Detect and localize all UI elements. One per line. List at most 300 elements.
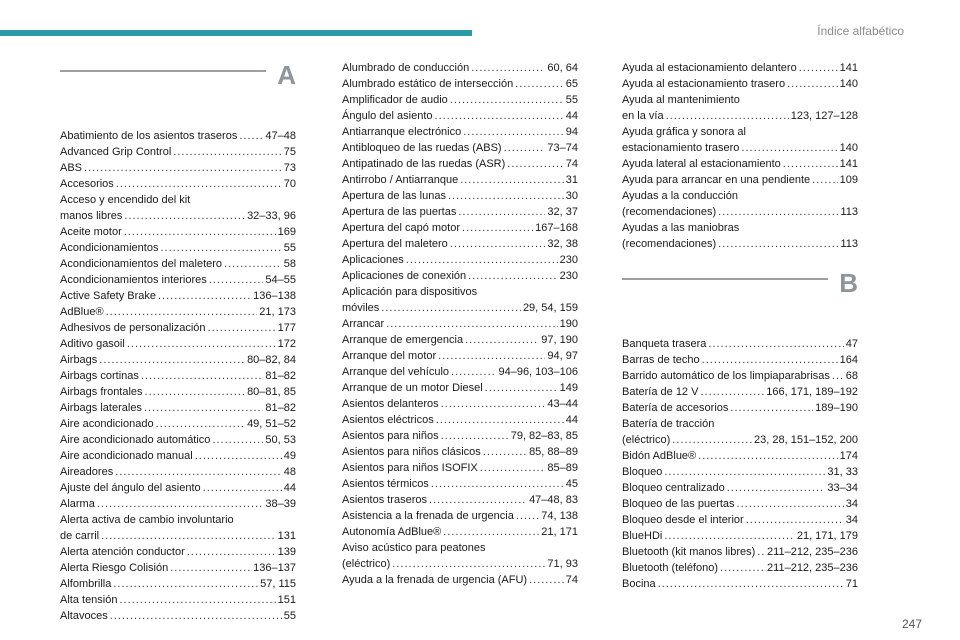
index-entry[interactable] — [622, 352, 858, 368]
index-entry-pages[interactable]: 74 — [565, 158, 578, 170]
dot-leader — [97, 496, 264, 512]
index-entry-row — [60, 592, 296, 608]
index-entry[interactable] — [342, 508, 578, 524]
index-entry[interactable] — [342, 140, 578, 156]
index-entry-pages[interactable]: 48 — [283, 466, 296, 478]
dot-leader — [483, 444, 527, 460]
index-entry[interactable] — [342, 252, 578, 268]
index-entry[interactable] — [342, 316, 578, 332]
index-entry-term: Bloqueo centralizado — [622, 482, 725, 494]
index-entry-term: Airbags — [60, 354, 98, 366]
dot-leader — [84, 160, 282, 176]
index-entry-pages[interactable]: 71, 93 — [547, 558, 578, 570]
index-entry[interactable] — [622, 512, 858, 528]
index-entry-pages[interactable]: 94, 97 — [547, 350, 578, 362]
index-entry-pages[interactable]: 44 — [565, 414, 578, 426]
index-entry-term: Acondicionamientos del maletero — [60, 258, 223, 270]
index-entry[interactable] — [342, 236, 578, 252]
dot-leader — [173, 144, 281, 160]
index-entry-pages[interactable]: 21, 171 — [541, 526, 578, 538]
dot-leader — [160, 240, 281, 256]
index-entry-pages[interactable]: 123, 127–128 — [790, 110, 858, 122]
index-entry-pages[interactable]: 211–212, 235–236 — [767, 562, 858, 574]
index-entry-term: Aditivo gasoil — [60, 338, 125, 350]
index-entry[interactable] — [622, 480, 858, 496]
index-entry-pages[interactable]: 73 — [283, 162, 296, 174]
index-entry-pages[interactable]: 47–48, 83 — [529, 494, 578, 506]
dot-leader — [463, 124, 564, 140]
index-entry-pages[interactable]: 23, 28, 151–152, 200 — [754, 434, 858, 446]
index-entry[interactable] — [60, 320, 296, 336]
dot-leader — [431, 476, 564, 492]
section-separator — [622, 278, 828, 280]
dot-leader — [239, 128, 263, 144]
index-entry-row — [622, 560, 858, 576]
index-entry[interactable] — [60, 400, 296, 416]
dot-leader — [212, 432, 263, 448]
index-entry-pages[interactable]: 94 — [565, 126, 578, 138]
index-entry[interactable] — [60, 288, 296, 304]
index-entry[interactable] — [342, 172, 578, 188]
index-entry-pages[interactable]: 55 — [283, 610, 296, 622]
index-entry[interactable] — [342, 380, 578, 396]
index-entry[interactable] — [60, 224, 296, 240]
index-entry-row — [60, 384, 296, 400]
index-entry-pages[interactable]: 30 — [565, 190, 578, 202]
index-entry-pages[interactable]: 85–89 — [547, 462, 578, 474]
index-entry-row — [622, 464, 858, 480]
index-entry[interactable] — [622, 448, 858, 464]
dot-leader — [203, 480, 282, 496]
dot-leader — [170, 560, 251, 576]
index-entry-term: (eléctrico) — [342, 558, 391, 570]
index-entry-pages[interactable]: 31, 33 — [827, 466, 858, 478]
index-entry-term: Altavoces — [60, 610, 108, 622]
index-entry-pages[interactable]: 136–138 — [253, 290, 296, 302]
dot-leader — [438, 348, 545, 364]
index-entry[interactable] — [342, 60, 578, 76]
index-entry-row — [60, 336, 296, 352]
index-entry-row — [60, 240, 296, 256]
index-entry-pages[interactable]: 31 — [565, 174, 578, 186]
index-entry-pages[interactable]: 54–55 — [265, 274, 296, 286]
index-entry-pages[interactable]: 172 — [277, 338, 296, 350]
index-entry-row — [60, 480, 296, 496]
index-entry-pages[interactable]: 44 — [283, 482, 296, 494]
dot-leader — [832, 368, 844, 384]
index-entry-term: Amplificador de audio — [342, 94, 448, 106]
index-entry[interactable] — [342, 460, 578, 476]
index-entry[interactable] — [342, 332, 578, 348]
dot-leader — [664, 528, 794, 544]
index-entry[interactable] — [60, 496, 296, 512]
index-entry[interactable] — [342, 268, 578, 284]
index-entry-pages[interactable]: 55 — [565, 94, 578, 106]
dot-leader — [101, 528, 276, 544]
dot-leader — [746, 512, 844, 528]
index-entry-row — [622, 172, 858, 188]
index-entry-row — [342, 316, 578, 332]
index-entry-pages[interactable]: 32–33, 96 — [247, 210, 296, 222]
index-entry-term: Bocina — [622, 578, 656, 590]
index-entry[interactable] — [342, 108, 578, 124]
index-entry[interactable] — [622, 92, 858, 124]
index-entry-term: Apertura del capó motor — [342, 222, 461, 234]
index-entry-row — [60, 176, 296, 192]
dot-leader — [144, 400, 263, 416]
index-entry[interactable] — [622, 76, 858, 92]
index-entry-pages[interactable]: 113 — [840, 206, 858, 218]
index-entry[interactable] — [622, 576, 858, 592]
index-entry[interactable] — [342, 156, 578, 172]
index-entry-pages[interactable]: 141 — [839, 62, 858, 74]
index-entry-row — [342, 380, 578, 396]
index-entry-pages[interactable]: 21, 171, 179 — [796, 530, 858, 542]
index-entry[interactable] — [60, 512, 296, 544]
index-entry-term: Acondicionamientos — [60, 242, 159, 254]
dot-leader — [741, 140, 837, 156]
dot-leader — [460, 172, 564, 188]
index-entry-term: Bidón AdBlue® — [622, 450, 697, 462]
dot-leader — [458, 204, 545, 220]
index-entry[interactable] — [342, 188, 578, 204]
index-entry-term: Apertura del maletero — [342, 238, 448, 250]
index-entry[interactable] — [60, 448, 296, 464]
index-entry-row — [60, 208, 296, 224]
dot-leader — [462, 220, 533, 236]
index-entry-pages[interactable]: 164 — [839, 354, 858, 366]
index-entry[interactable] — [60, 160, 296, 176]
index-entry-pages[interactable]: 109 — [839, 174, 858, 186]
index-entry-pages[interactable]: 81–82 — [265, 370, 296, 382]
index-entry-term: Alumbrado estático de intersección — [342, 78, 514, 90]
index-entry-term: Alta tensión — [60, 594, 118, 606]
index-entry-term: Alerta atención conductor — [60, 546, 185, 558]
index-entry-pages[interactable]: 29, 54, 159 — [522, 302, 578, 314]
index-entry-pages[interactable]: 94–96, 103–106 — [498, 366, 578, 378]
index-entry-term: Ayuda al estacionamiento trasero — [622, 78, 786, 90]
index-entry[interactable] — [60, 144, 296, 160]
index-entry-pages[interactable]: 73–74 — [547, 142, 578, 154]
dot-leader — [441, 396, 546, 412]
index-entry-pages[interactable]: 80–81, 85 — [247, 386, 296, 398]
index-entry[interactable] — [342, 476, 578, 492]
dot-leader — [141, 368, 264, 384]
index-entry-term: Alerta Riesgo Colisión — [60, 562, 169, 574]
index-entry[interactable] — [342, 396, 578, 412]
index-entry[interactable] — [60, 368, 296, 384]
index-entry-row — [342, 492, 578, 508]
index-entry-pages[interactable]: 79, 82–83, 85 — [510, 430, 578, 442]
dot-leader — [799, 60, 838, 76]
index-entry[interactable] — [60, 272, 296, 288]
index-entry-term: Barrido automático de los limpiaparabrisas — [622, 370, 830, 382]
index-entry-pages[interactable]: 140 — [839, 142, 858, 154]
dot-leader — [119, 592, 275, 608]
index-entry-row — [622, 384, 858, 400]
index-entry[interactable] — [622, 336, 858, 352]
dot-leader — [224, 256, 282, 272]
index-entry[interactable] — [60, 128, 296, 144]
index-entry[interactable] — [622, 368, 858, 384]
index-entry[interactable] — [622, 560, 858, 576]
index-entry[interactable] — [342, 428, 578, 444]
index-entry[interactable] — [622, 172, 858, 188]
dot-leader — [124, 224, 276, 240]
index-entry[interactable] — [342, 412, 578, 428]
index-entry-pages[interactable]: 131 — [277, 530, 296, 542]
dot-leader — [720, 560, 765, 576]
dot-leader — [515, 76, 564, 92]
index-entry-term: Bluetooth (teléfono) — [622, 562, 719, 574]
index-entry-term: Aceite motor — [60, 226, 122, 238]
index-entry[interactable] — [60, 416, 296, 432]
index-entry-pages[interactable]: 32, 37 — [547, 206, 578, 218]
index-entry[interactable] — [342, 76, 578, 92]
dot-leader — [718, 204, 838, 220]
index-entry[interactable] — [342, 492, 578, 508]
index-entry-term: móviles — [342, 302, 380, 314]
index-entry-pages[interactable]: 190 — [559, 318, 578, 330]
index-entry-pages[interactable]: 43–44 — [547, 398, 578, 410]
index-entry-row — [622, 368, 858, 384]
index-entry-first-line: Ayuda al mantenimiento — [622, 94, 740, 106]
index-entry-term: Alfombrilla — [60, 578, 112, 590]
index-entry-pages[interactable]: 74 — [565, 574, 578, 586]
index-entry-row — [342, 268, 578, 284]
index-entry-pages[interactable]: 65 — [565, 78, 578, 90]
index-entry[interactable] — [622, 496, 858, 512]
index-entry[interactable] — [60, 256, 296, 272]
index-entry-pages[interactable]: 230 — [559, 254, 578, 266]
index-entry-row — [60, 288, 296, 304]
index-entry[interactable] — [622, 528, 858, 544]
index-entry-term: Aireadores — [60, 466, 114, 478]
index-entry-row — [342, 156, 578, 172]
index-entry[interactable] — [60, 176, 296, 192]
index-entry-row — [60, 432, 296, 448]
index-entry[interactable] — [60, 592, 296, 608]
index-entry-pages[interactable]: 149 — [559, 382, 578, 394]
dot-leader — [507, 156, 563, 172]
index-entry-term: Airbags cortinas — [60, 370, 139, 382]
index-entry-pages[interactable]: 47–48 — [265, 130, 296, 142]
dot-leader — [448, 188, 564, 204]
index-entry[interactable] — [622, 220, 858, 252]
index-entry-pages[interactable]: 167–168 — [535, 222, 578, 234]
index-entry[interactable] — [60, 432, 296, 448]
index-entry-pages[interactable]: 136–137 — [253, 562, 296, 574]
index-entry[interactable] — [622, 416, 858, 448]
index-entry-term: Ajuste del ángulo del asiento — [60, 482, 201, 494]
index-entry-term: Batería de 12 V — [622, 386, 699, 398]
index-entry[interactable] — [60, 352, 296, 368]
index-entry[interactable] — [342, 540, 578, 572]
index-entry-pages[interactable]: 141 — [839, 158, 858, 170]
index-entry-row — [60, 128, 296, 144]
index-entry-first-line: Ayudas a las maniobras — [622, 222, 740, 234]
index-entry-first-line: Ayudas a la conducción — [622, 190, 738, 202]
index-entry-term: en la vía — [622, 110, 664, 122]
dot-leader — [783, 156, 838, 172]
index-entry[interactable] — [622, 400, 858, 416]
index-entry-row — [60, 224, 296, 240]
index-entry[interactable] — [60, 336, 296, 352]
index-entry[interactable] — [622, 156, 858, 172]
index-entry-pages[interactable]: 140 — [839, 78, 858, 90]
dot-leader — [664, 464, 825, 480]
index-entry[interactable] — [60, 304, 296, 320]
index-entry-row — [342, 444, 578, 460]
index-entry[interactable] — [342, 348, 578, 364]
index-entry-row — [342, 364, 578, 380]
dot-leader — [812, 172, 837, 188]
index-entry-pages[interactable]: 34 — [845, 514, 858, 526]
index-entry-pages[interactable]: 113 — [840, 238, 858, 250]
index-entry-pages[interactable]: 33–34 — [827, 482, 858, 494]
dot-leader — [529, 572, 564, 588]
index-entry[interactable] — [60, 560, 296, 576]
index-entry[interactable] — [60, 608, 296, 624]
index-entry-pages[interactable]: 68 — [845, 370, 858, 382]
index-entry[interactable] — [60, 576, 296, 592]
dot-leader — [666, 108, 789, 124]
index-entry-term: Antibloqueo de las ruedas (ABS) — [342, 142, 502, 154]
index-entry-pages[interactable]: 57, 115 — [260, 578, 296, 590]
index-entry[interactable] — [342, 92, 578, 108]
index-entry[interactable] — [60, 480, 296, 496]
index-entry[interactable] — [622, 464, 858, 480]
index-entry-row — [342, 348, 578, 364]
dot-leader — [451, 364, 496, 380]
index-entry-pages[interactable]: 211–212, 235–236 — [767, 546, 858, 558]
index-entry-pages[interactable]: 151 — [277, 594, 296, 606]
index-entry[interactable] — [342, 124, 578, 140]
index-entry-pages[interactable]: 32, 38 — [547, 238, 578, 250]
dot-leader — [708, 336, 843, 352]
index-entry-pages[interactable]: 166, 171, 189–192 — [766, 386, 858, 398]
index-entry-row — [342, 140, 578, 156]
index-entry-row — [622, 448, 858, 464]
index-entry-pages[interactable]: 169 — [277, 226, 296, 238]
dot-leader — [471, 60, 545, 76]
index-entry-term: Ayuda a la frenada de urgencia (AFU) — [342, 574, 528, 586]
dot-leader — [99, 352, 245, 368]
index-entry-pages[interactable]: 74, 138 — [541, 510, 578, 522]
index-entry-pages[interactable]: 230 — [559, 270, 578, 282]
index-entry-pages[interactable]: 47 — [845, 338, 858, 350]
index-entry-row — [342, 300, 578, 316]
dot-leader — [124, 208, 245, 224]
index-entry-row — [622, 576, 858, 592]
index-entry-pages[interactable]: 21, 173 — [259, 306, 296, 318]
index-entry[interactable] — [60, 384, 296, 400]
index-entry[interactable] — [622, 188, 858, 220]
index-entry-row — [60, 160, 296, 176]
index-entry-term: Bloqueo desde el interior — [622, 514, 744, 526]
index-entry-pages[interactable]: 85, 88–89 — [529, 446, 578, 458]
dot-leader — [110, 608, 282, 624]
index-entry-row — [342, 172, 578, 188]
index-entry-pages[interactable]: 55 — [283, 242, 296, 254]
index-entry-pages[interactable]: 70 — [283, 178, 296, 190]
index-entry-row — [622, 108, 858, 124]
index-entry-pages[interactable]: 60, 64 — [547, 62, 578, 74]
index-entry-first-line: Ayuda gráfica y sonora al — [622, 126, 746, 138]
index-entry-row — [622, 512, 858, 528]
index-entry-term: ABS — [60, 162, 83, 174]
index-entry[interactable] — [60, 240, 296, 256]
index-entry-term: Antirrobo / Antiarranque — [342, 174, 459, 186]
index-entry-pages[interactable]: 97, 190 — [541, 334, 578, 346]
index-entry-term: Asistencia a la frenada de urgencia — [342, 510, 514, 522]
index-entry-term: Aire acondicionado — [60, 418, 154, 430]
index-entry[interactable] — [342, 364, 578, 380]
index-entry[interactable] — [342, 204, 578, 220]
index-entry[interactable] — [60, 544, 296, 560]
index-entry[interactable] — [622, 384, 858, 400]
index-entry-term: Arranque del vehículo — [342, 366, 450, 378]
index-entry[interactable] — [622, 544, 858, 560]
index-entry-first-line: Alerta activa de cambio involuntario — [60, 514, 234, 526]
index-entry-term: Asientos delanteros — [342, 398, 439, 410]
index-entry-pages[interactable]: 38–39 — [265, 498, 296, 510]
index-entry-term: estacionamiento trasero — [622, 142, 740, 154]
index-entry-row — [60, 464, 296, 480]
index-entry-pages[interactable]: 58 — [283, 258, 296, 270]
index-entry[interactable] — [342, 444, 578, 460]
index-entry[interactable] — [622, 124, 858, 156]
index-entry-pages[interactable]: 44 — [565, 110, 578, 122]
dot-leader — [702, 352, 838, 368]
index-entry-row — [622, 204, 858, 220]
index-entry-pages[interactable]: 80–82, 84 — [247, 354, 296, 366]
index-entry-term: Asientos traseros — [342, 494, 427, 506]
index-entry[interactable] — [342, 524, 578, 540]
dot-leader — [406, 252, 558, 268]
index-entry-pages[interactable]: 75 — [283, 146, 296, 158]
index-entry-pages[interactable]: 71 — [845, 578, 858, 590]
index-entry-pages[interactable]: 50, 53 — [265, 434, 296, 446]
dot-leader — [787, 76, 838, 92]
index-entry-pages[interactable]: 139 — [277, 546, 296, 558]
index-entry-pages[interactable]: 189–190 — [815, 402, 858, 414]
index-entry-pages[interactable]: 49 — [283, 450, 296, 462]
dot-leader — [386, 316, 557, 332]
index-entry-row — [60, 256, 296, 272]
index-entry-term: AdBlue® — [60, 306, 104, 318]
index-entry-pages[interactable]: 81–82 — [265, 402, 296, 414]
index-entry-pages[interactable]: 177 — [277, 322, 296, 334]
index-entry-row — [342, 412, 578, 428]
index-entry-pages[interactable]: 174 — [839, 450, 858, 462]
index-entry[interactable] — [342, 572, 578, 588]
index-entry-row — [60, 144, 296, 160]
dot-leader — [465, 332, 539, 348]
index-entry[interactable] — [342, 220, 578, 236]
index-entry-pages[interactable]: 45 — [565, 478, 578, 490]
index-entry[interactable] — [622, 60, 858, 76]
dot-leader — [718, 236, 838, 252]
index-entry[interactable] — [342, 284, 578, 316]
dot-leader — [480, 460, 546, 476]
index-entry-pages[interactable]: 49, 51–52 — [247, 418, 296, 430]
index-entry[interactable] — [60, 192, 296, 224]
index-entry[interactable] — [60, 464, 296, 480]
index-entry-pages[interactable]: 34 — [845, 498, 858, 510]
dot-leader — [116, 176, 282, 192]
index-entry-term: Aplicaciones — [342, 254, 404, 266]
